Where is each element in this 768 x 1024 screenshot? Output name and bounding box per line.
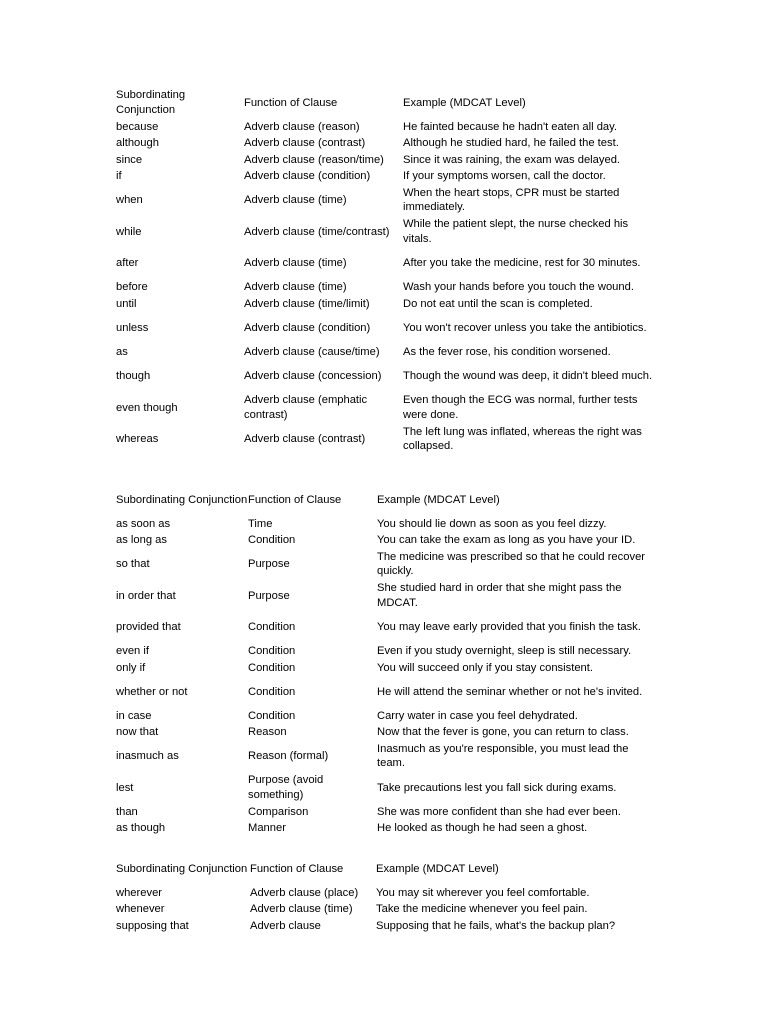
example-cell: Even if you study overnight, sleep is still necessary. [377,645,632,657]
header-conjunction: Subordinating Conjunction [116,862,248,875]
conjunction-cell: now that [116,726,159,738]
example-cell: While the patient slept, the nurse checked his vitals. [403,218,629,245]
table-row [116,676,655,708]
conjunction-cell: as long as [116,534,167,546]
example-cell: Though the wound was deep, it didn't bleed much. [403,370,653,383]
conjunction-cell: as soon as [116,517,171,530]
conjunction-cell: than [116,805,138,818]
table-row [116,820,655,837]
example-cell: Take precautions lest you fall sick during exams. [377,781,617,794]
table-row [116,216,655,248]
function-cell: Condition [248,621,296,633]
conjunction-cell: only if [116,661,146,674]
function-cell: Adverb clause (emphatic contrast) [244,394,368,421]
example-cell: She was more confident than she had ever been. [377,805,621,818]
table-row [116,901,655,918]
conjunction-cell: before [116,281,148,294]
conjunction-cell: even if [116,645,149,657]
table-row [116,279,655,296]
function-cell: Reason (formal) [248,750,329,762]
function-cell: Condition [248,685,296,698]
function-cell: Adverb clause (place) [250,886,359,899]
example-cell: Supposing that he fails, what's the backup plan? [376,919,616,932]
example-cell: Take the medicine whenever you feel pain. [376,903,588,915]
table-row [116,580,655,612]
table-row [116,885,655,902]
example-cell: He will attend the seminar whether or not he's invited. [377,685,643,698]
conjunction-cell: in order that [116,589,176,602]
table-row [116,741,655,773]
function-cell: Adverb clause (cause/time) [244,345,380,358]
conjunction-cell: whereas [116,433,159,446]
example-cell: Do not eat until the scan is completed. [403,297,593,310]
conjunction-cell: supposing that [116,919,189,932]
function-cell: Adverb clause (reason) [244,120,360,133]
table-row [116,392,655,424]
header-example: Example (MDCAT Level) [376,862,499,875]
table-row [116,168,655,185]
example-cell: You can take the exam as long as you have your ID. [377,534,636,546]
table-row [116,708,655,725]
conjunction-cell: as though [116,822,166,834]
table-row [116,312,655,344]
table-row [116,643,655,660]
header-conjunction: Subordinating Conjunction [116,493,248,506]
conjunction-cell: while [116,225,142,238]
table-row [116,344,655,361]
table-row [116,135,655,152]
conjunction-cell: whenever [116,903,165,915]
function-cell: Adverb clause (time) [244,281,347,294]
function-cell: Adverb clause (time) [244,194,347,207]
function-cell: Adverb clause (contrast) [244,137,366,150]
header-row [116,87,655,119]
example-cell: Carry water in case you feel dehydrated. [377,709,578,722]
conjunction-cell: lest [116,781,134,794]
conjunction-cell: after [116,257,139,270]
function-cell: Adverb clause (time) [244,257,347,270]
conjunction-cell: because [116,120,159,133]
header-conjunction: Subordinating Conjunction [116,89,186,116]
example-cell: Although he studied hard, he failed the test. [403,137,619,150]
table-row [116,152,655,169]
table-row [116,360,655,392]
function-cell: Purpose [248,558,290,570]
header-function: Function of Clause [244,96,338,109]
example-cell: Now that the fever is gone, you can return to class. [377,726,629,738]
function-cell: Reason [248,726,287,738]
function-cell: Adverb clause (contrast) [244,433,366,446]
example-cell: You won't recover unless you take the antibiotics. [403,321,647,334]
conjunction-table-2 [116,484,655,837]
conjunction-cell: whether or not [116,685,188,698]
function-cell: Adverb clause (concession) [244,370,382,383]
function-cell: Time [248,517,273,530]
conjunction-cell: although [116,137,159,150]
function-cell: Purpose [248,589,290,602]
function-cell: Adverb clause (time) [250,903,353,915]
conjunction-cell: as [116,345,128,358]
conjunction-cell: since [116,153,143,166]
header-function: Function of Clause [250,862,344,875]
example-cell: You should lie down as soon as you feel dizzy. [377,517,607,530]
function-cell: Manner [248,822,286,834]
conjunction-table-3 [116,853,655,934]
table-row [116,532,655,549]
function-cell: Condition [248,709,296,722]
example-cell: You may sit wherever you feel comfortable. [376,886,590,899]
example-cell: When the heart stops, CPR must be started immediately. [403,186,620,214]
function-cell: Adverb clause (condition) [244,321,371,334]
conjunction-cell: so that [116,558,150,570]
conjunction-cell: until [116,297,137,310]
function-cell: Adverb clause (condition) [244,170,371,183]
example-cell: You may leave early provided that you finish the task. [377,621,641,633]
conjunction-table-1 [116,87,655,455]
header-function: Function of Clause [248,493,342,506]
table-row [116,724,655,741]
conjunction-cell: inasmuch as [116,750,179,762]
header-row [116,853,655,885]
conjunction-cell: wherever [116,886,163,899]
example-cell: If your symptoms worsen, call the doctor. [403,170,606,183]
example-cell: As the fever rose, his condition worsened. [403,345,611,358]
conjunction-cell: if [116,170,122,183]
example-cell: He fainted because he hadn't eaten all day. [403,120,618,133]
function-cell: Purpose (avoid something) [248,774,324,801]
table-row [116,549,655,581]
function-cell: Adverb clause (time/limit) [244,297,370,310]
table-row [116,185,655,217]
function-cell: Condition [248,645,296,657]
example-cell: After you take the medicine, rest for 30 minutes. [403,257,641,270]
table-row [116,804,655,821]
table-row [116,612,655,644]
function-cell: Adverb clause (time/contrast) [244,225,390,238]
example-cell: Inasmuch as you're responsible, you must lead the team. [377,742,629,770]
function-cell: Adverb clause [250,919,321,932]
conjunction-cell: when [116,194,143,207]
example-cell: The left lung was inflated, whereas the right was collapsed. [403,425,642,453]
function-cell: Comparison [248,805,309,818]
conjunction-cell: unless [116,321,149,334]
example-cell: The medicine was prescribed so that he could recover quickly. [377,550,646,578]
header-example: Example (MDCAT Level) [377,493,500,506]
table-row [116,248,655,280]
example-cell: He looked as though he had seen a ghost. [377,822,588,834]
example-cell: You will succeed only if you stay consistent. [377,661,593,674]
table-row [116,424,655,456]
example-cell: Since it was raining, the exam was delayed. [403,153,621,166]
table-row [116,918,655,935]
conjunction-cell: even though [116,401,178,414]
example-cell: She studied hard in order that she might pass the MDCAT. [377,582,622,609]
table-row [116,296,655,313]
conjunction-cell: though [116,370,151,383]
header-row [116,484,655,516]
example-cell: Even though the ECG was normal, further tests were done. [403,394,638,421]
function-cell: Condition [248,661,296,674]
table-row [116,119,655,136]
table-row [116,516,655,533]
table-row [116,772,655,804]
header-example: Example (MDCAT Level) [403,96,526,109]
conjunction-cell: in case [116,709,152,722]
example-cell: Wash your hands before you touch the wound. [403,281,634,294]
conjunction-cell: provided that [116,621,181,633]
function-cell: Adverb clause (reason/time) [244,153,384,166]
function-cell: Condition [248,534,296,546]
table-row [116,660,655,677]
